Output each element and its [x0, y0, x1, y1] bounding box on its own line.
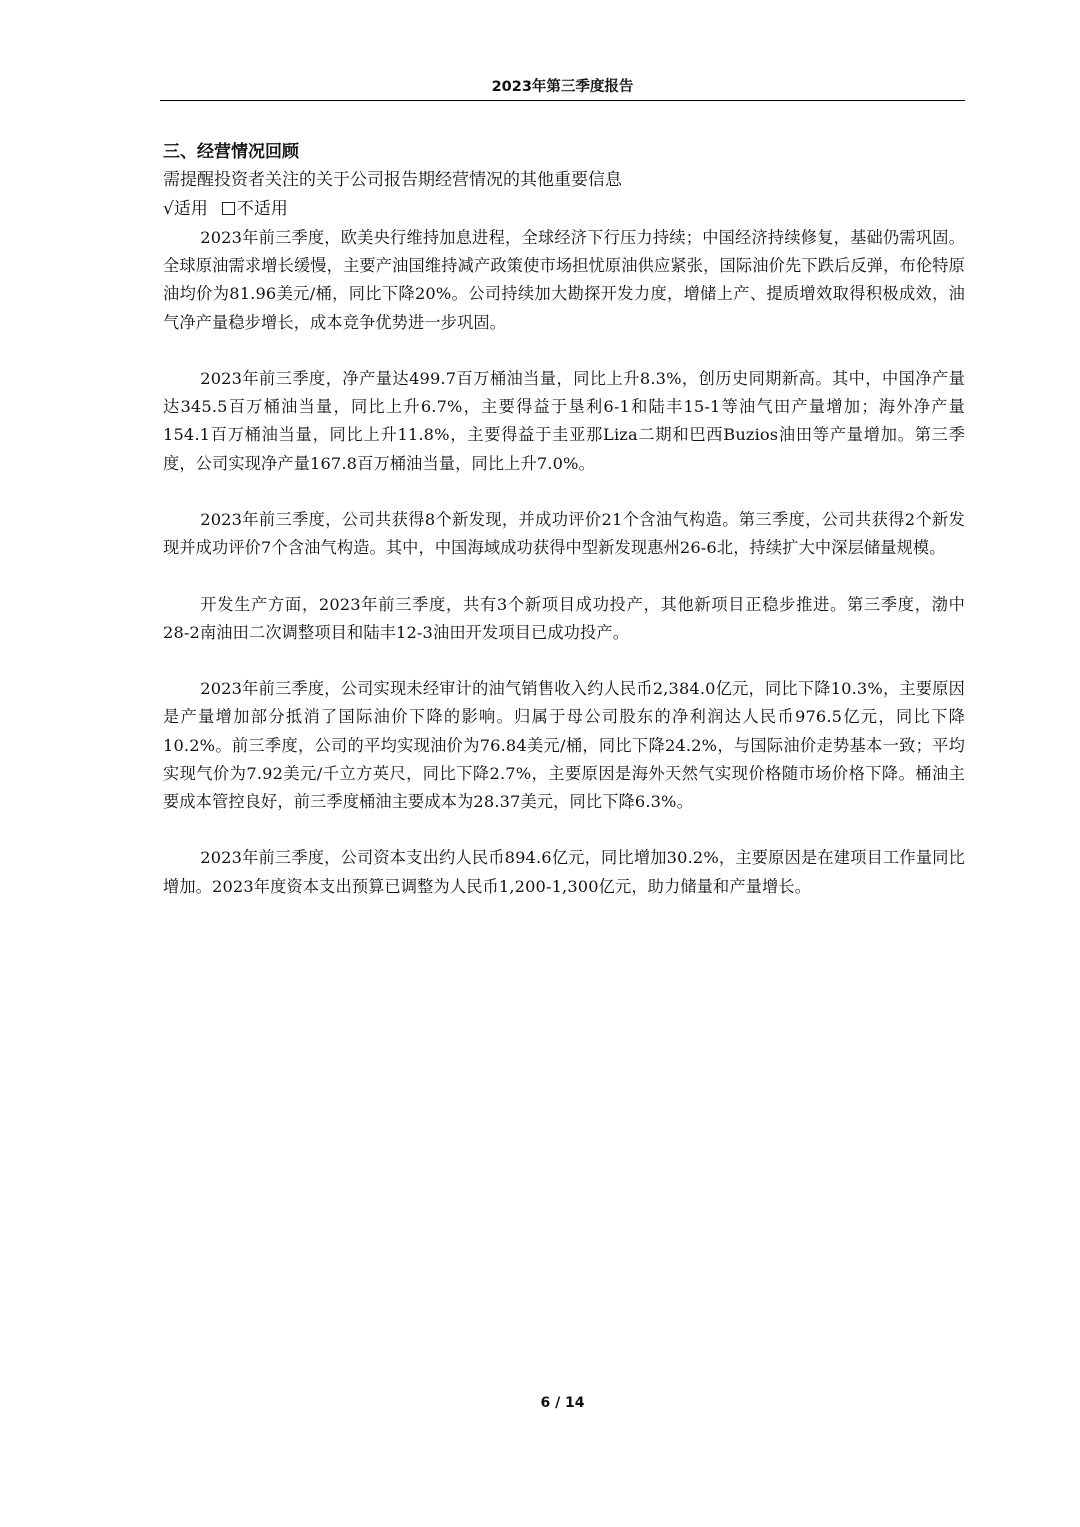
page-header: 2023年第三季度报告 — [491, 79, 634, 95]
paragraph-development: 开发生产方面，2023年前三季度，共有3个新项目成功投产，其他新项目正稳步推进。第三季度，渤中28-2南油田二次调整项目和陆丰12-3油田开发项目已成功投产。 — [163, 594, 965, 642]
main-content — [163, 138, 965, 929]
paragraph-production: 2023年前三季度，净产量达499.7百万桶油当量，同比上升8.3%，创历史同期新高。其中，中国净产量达345.5百万桶油当量，同比上升6.7%，主要得益于垦利6-1和陆丰15-1等油气田产量增加；海外净产量154.1百万桶油当量，同比上升11.8%，主要得益于圭亚那Liza二期和巴西Buzios油田等产量增加。第三季度，公司实现净产量167.8百万桶油当量，同比上升7.0%。 — [163, 369, 965, 473]
not-applicable-option: 不适用 — [236, 199, 288, 219]
paragraph-macro: 2023年前三季度，欧美央行维持加息进程，全球经济下行压力持续；中国经济持续修复，基础仍需巩固。全球原油需求增长缓慢，主要产油国维持减产政策使市场担忧原油供应紧张，国际油价先下跌后反弹，布伦特原油均价为81.96美元/桶，同比下降20%。公司持续加大勘探开发力度，增储上产、提质增效取得积极成效，油气净产量稳步增长，成本竞争优势进一步巩固。 — [163, 228, 965, 332]
notice-text: 需提醒投资者关注的关于公司报告期经营情况的其他重要信息 — [163, 170, 622, 190]
header-divider — [160, 100, 965, 101]
paragraph-financials: 2023年前三季度，公司实现未经审计的油气销售收入约人民币2,384.0亿元，同比下降10.3%，主要原因是产量增加部分抵消了国际油价下降的影响。归属于母公司股东的净利润达人民币976.5亿元，同比下降10.2%。前三季度，公司的平均实现油价为76.84美元/桶，同比下降24.2%，与国际油价走势基本一致；平均实现气价为7.92美元/千立方英尺，同比下降2.7%，主要原因是海外天然气实现价格随市场价格下降。桶油主要成本管控良好，前三季度桶油主要成本为28.37美元，同比下降6.3%。 — [163, 679, 965, 811]
applicable-checked-option: √适用 — [163, 199, 208, 219]
section-title: 三、经营情况回顾 — [163, 142, 299, 162]
applicability-options — [163, 195, 965, 224]
page-number: 6 / 14 — [540, 1395, 585, 1411]
checkbox-empty-icon — [222, 202, 235, 215]
paragraph-discoveries: 2023年前三季度，公司共获得8个新发现，并成功评价21个含油气构造。第三季度，公司共获得2个新发现并成功评价7个含油气构造。其中，中国海域成功获得中型新发现惠州26-6北，持续扩大中深层储量规模。 — [163, 510, 965, 558]
paragraph-capex: 2023年前三季度，公司资本支出约人民币894.6亿元，同比增加30.2%，主要原因是在建项目工作量同比增加。2023年度资本支出预算已调整为人民币1,200-1,300亿元，助力储量和产量增长。 — [163, 848, 965, 896]
